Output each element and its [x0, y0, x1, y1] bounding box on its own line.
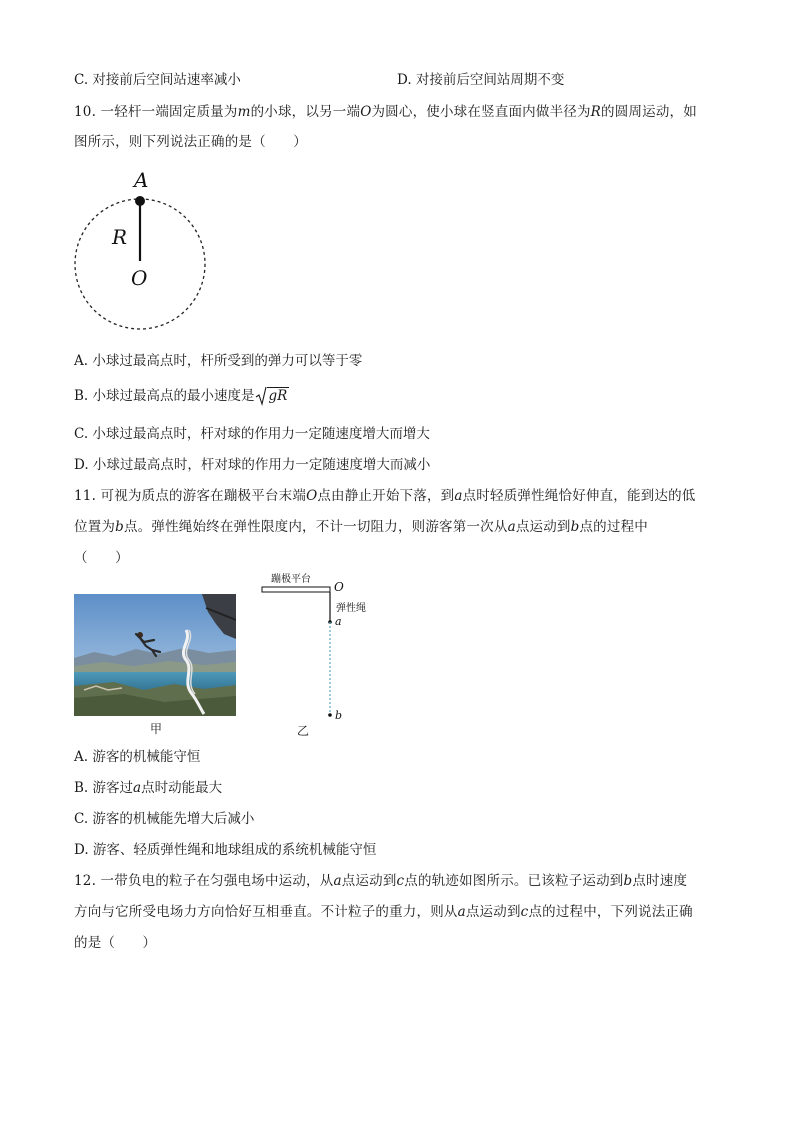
q11-option-d: D. 游客、轻质弹性绳和地球组成的系统机械能守恒	[74, 842, 377, 858]
q10-option-a: A. 小球过最高点时，杆所受到的弹力可以等于零	[74, 353, 363, 369]
q9-option-c: C. 对接前后空间站速率减小	[74, 72, 241, 88]
q11-option-b: B. 游客过a点时动能最大	[74, 780, 223, 796]
q10-stem-line1: 10. 一轻杆一端固定质量为m的小球，以另一端O为圆心，使小球在竖直面内做半径为R的圆周运动，如	[74, 104, 697, 120]
q11-option-a: A. 游客的机械能守恒	[74, 749, 201, 765]
point-a-label: a	[335, 615, 342, 628]
q12-stem-line1: 12. 一带负电的粒子在匀强电场中运动，从a点运动到c点的轨迹如图所示。已该粒子运动到b点时速度	[74, 873, 688, 889]
q11-stem-line3: （ ）	[74, 550, 129, 566]
q9-option-d: D. 对接前后空间站周期不变	[397, 72, 565, 88]
sqrt-expression: gR	[255, 388, 290, 404]
platform-label: 蹦极平台	[271, 574, 311, 585]
label-O: O	[131, 266, 148, 290]
point-b-label: b	[335, 709, 343, 722]
q12-stem-line2: 方向与它所受电场力方向恰好互相垂直。不计粒子的重力，则从a点运动到c点的过程中，下列说法正确	[74, 904, 693, 920]
label-R: R	[112, 225, 128, 249]
q11-stem-line1: 11. 可视为质点的游客在蹦极平台末端O点由静止开始下落，到a点时轻质弹性绳恰好伸直，能到达的低	[74, 488, 696, 504]
bungee-photo	[74, 594, 236, 720]
q10-circle-figure	[70, 165, 215, 344]
q10-option-b: B. 小球过最高点的最小速度是 gR	[74, 388, 288, 404]
q10-option-c: C. 小球过最高点时，杆对球的作用力一定随速度增大而增大	[74, 426, 430, 442]
q10-option-d: D. 小球过最高点时，杆对球的作用力一定随速度增大而减小	[74, 457, 431, 473]
caption-jia: 甲	[150, 722, 163, 736]
label-A: A	[134, 168, 149, 192]
bungee-schematic	[256, 572, 386, 736]
q11-option-c: C. 游客的机械能先增大后减小	[74, 811, 255, 827]
ball	[135, 196, 145, 206]
q12-stem-line3: 的是（ ）	[74, 935, 157, 951]
caption-yi: 乙	[297, 724, 310, 738]
q11-stem-line2: 位置为b点。弹性绳始终在弹性限度内，不计一切阻力，则游客第一次从a点运动到b点的过程中	[74, 519, 648, 535]
rope-label: 弹性绳	[336, 603, 366, 614]
q10-stem-line2: 图所示，则下列说法正确的是（ ）	[74, 134, 307, 150]
label-O: O	[334, 580, 344, 594]
